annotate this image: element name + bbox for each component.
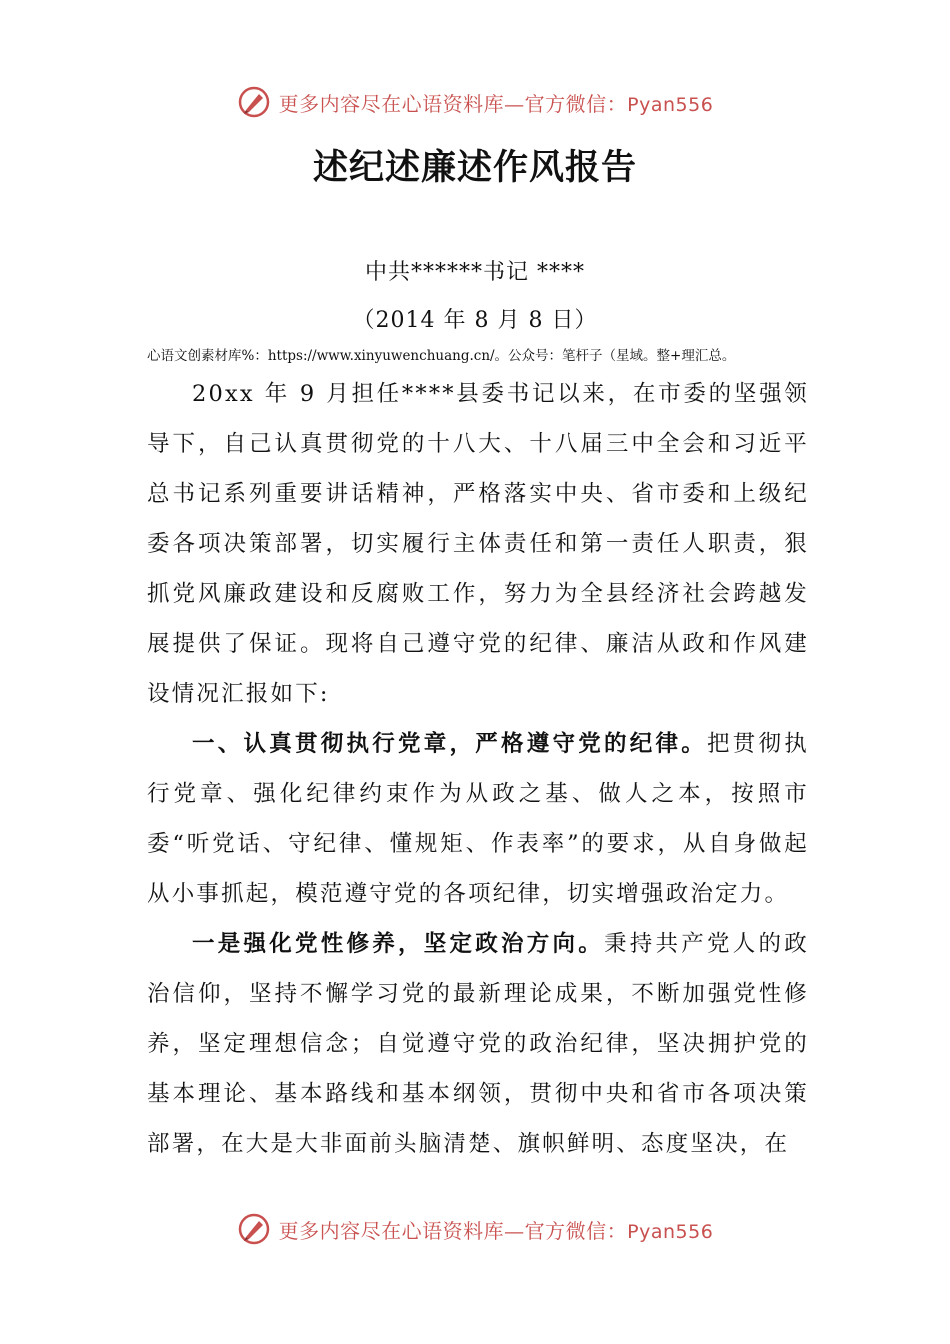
paragraph-section-1: 一、认真贯彻执行党章，严格遵守党的纪律。把贯彻执行党章、强化纪律约束作为从政之基、做人之本，按照市委“听党话、守纪律、懂规矩、作表率”的要求，从自身做起从小事抓起，模范遵守党的各项纪律，切实增强政治定力。	[147, 731, 809, 907]
document-title: 述纪述廉述作风报告	[312, 147, 637, 188]
watermark-banner-top	[0, 82, 950, 122]
paragraph-intro: 20xx 年 9 月担任****县委书记以来，在市委的坚强领导下，自己认真贯彻党的十八大、十八届三中全会和习近平总书记系列重要讲话精神，严格落实中央、省市委和上级纪委各项决策部署，切实履行主体责任和第一责任人职责，狠抓党风廉政建设和反腐败工作，努力为全县经济社会跨越发展提供了保证。现将自己遵守党的纪律、廉洁从政和作风建设情况汇报如下:	[147, 381, 809, 707]
pen-nib-logo-icon	[237, 1212, 271, 1246]
paragraph-subsection-1: 一是强化党性修养，坚定政治方向。秉持共产党人的政治信仰，坚持不懈学习党的最新理论成果，不断加强党性修养，坚定理想信念；自觉遵守党的政治纪律，坚决拥护党的基本理论、基本路线和基本纲领，贯彻中央和省市各项决策部署，在大是大非面前头脑清楚、旗帜鲜明、态度坚决，在	[147, 931, 809, 1157]
date-line: （2014 年 8 月 8 日）	[352, 308, 598, 333]
source-note: 心语文创素材库%：https://www.xinyuwenchuang.cn/。公众号：笔杆子（星域。整+理汇总。	[147, 348, 736, 364]
pen-nib-logo-icon	[237, 85, 271, 119]
document-body	[147, 369, 809, 1169]
watermark-banner-bottom	[0, 1209, 950, 1249]
subsection-heading: 一是强化党性修养，坚定政治方向。	[192, 931, 605, 957]
watermark-text: 更多内容尽在心语资料库—官方微信：Pyan556	[278, 91, 714, 116]
author-line: 中共******书记 ****	[365, 260, 585, 285]
watermark-text: 更多内容尽在心语资料库—官方微信：Pyan556	[278, 1218, 714, 1243]
section-heading: 一、认真贯彻执行党章，严格遵守党的纪律。	[192, 731, 708, 757]
